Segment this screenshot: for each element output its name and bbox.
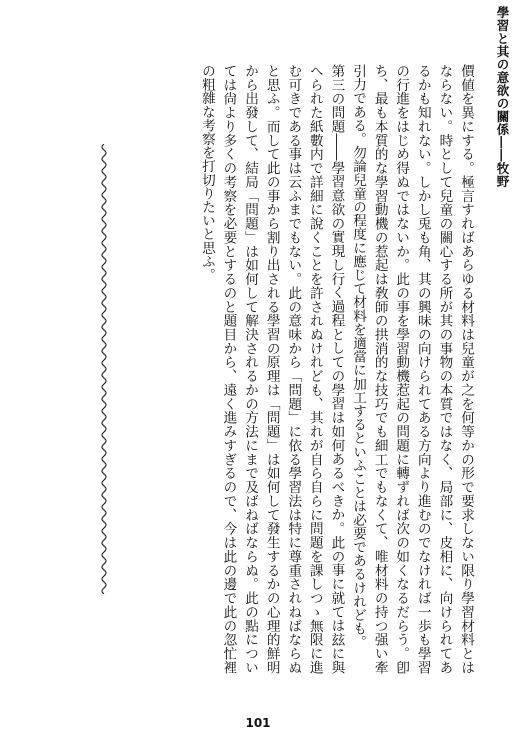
paragraph: 第三の問題――學習意欲の實現し行く過程としての學習は如何あるべきか。此の事に就ては玆に與へられた紙數内で詳細に說くことを許されぬけれども、其れが自ら自らに問題を課しつゝ無限に進む可きである事は云ふまでもない。此の意味から「問題」に依る學習法は特に尊重されねばならぬと思ふ。而して此の事から割り出される學習の原理は「問題」は如何して發生するかの心理的鮮明から出發して、結局「問題」は如何して解決されるかの方法にまで及ばねばならぬ。此の點については尙より多くの考察を必要とするのと題目から、遠く進みすぎるので、今は此の邊で此の忽忙裡の粗雜な考察を打切りたいと思ふ。 (198, 64, 345, 674)
page-number: 101 (245, 716, 271, 730)
running-head: 學習と其の意欲の關係――牧野 (495, 6, 510, 188)
wavy-separator (99, 144, 109, 594)
paragraph: 價値を異にする。極言すればあらゆる材料は兒童が之を何等かの形で要求しない限り學習材料とはならない。時として兒童の關心する所が其の事物の本質ではなく、局部に、皮相に、向けられてあるかも知れない。しかし兎も角、其の興味の向けられてある方向より進むのでなければ一歩も學習の行進をはじめ得ぬではないか。此の事を學習動機惹起の問題に轉ずれば次の如くなるだらう。卽ち、最も本質的な學習動機の惹起は敎師の拱消的な技巧でも細工でもなくて、唯材料の持つ强い牽引力である。勿論兒童の程度に應じて材料を適當に加工するといふことは必要であるけれども。 (350, 64, 474, 674)
body-text (84, 64, 476, 674)
